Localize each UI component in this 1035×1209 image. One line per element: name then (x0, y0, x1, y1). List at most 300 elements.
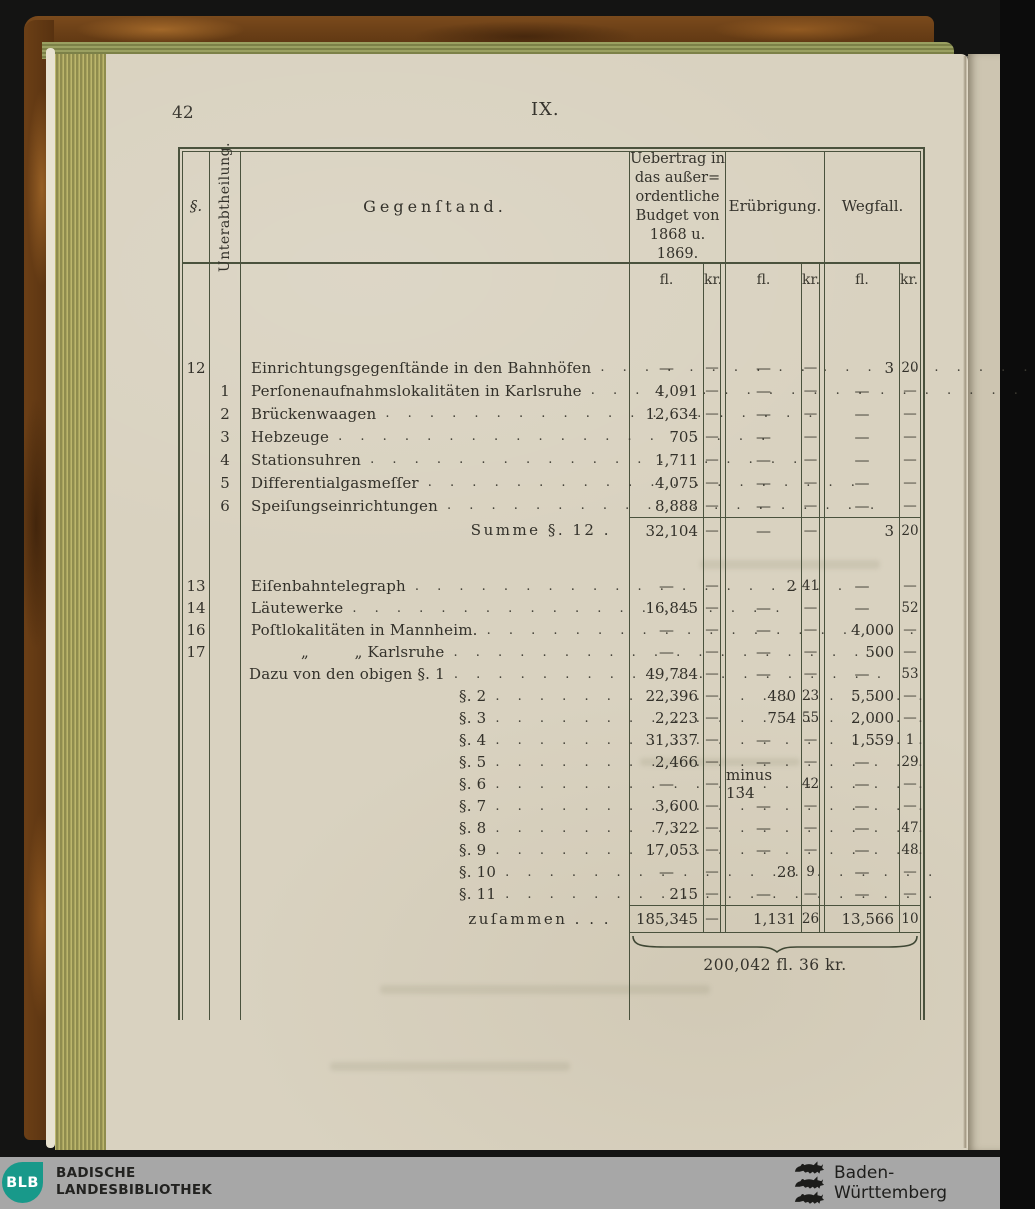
cell-paragraph: 14 (183, 597, 210, 619)
cell-eruebrigung-fl: 2 (726, 575, 802, 597)
cell-eruebrigung-fl: — (726, 663, 802, 685)
row-label: Einrichtungsgegenſtände in den Bahnhöfen (251, 358, 592, 377)
cell-uebertrag-fl: — (630, 861, 704, 883)
section-heading: IX. (531, 99, 560, 120)
cell-wegfall-kr: — (903, 474, 917, 491)
cell-subdivision (210, 861, 241, 883)
header-paragraph: §. (183, 152, 210, 262)
cell-eruebrigung-kr: — (803, 622, 818, 638)
cell-wegfall-kr: 53 (901, 666, 919, 682)
cell-uebertrag-kr: — (705, 405, 719, 422)
row-label: §. 5 (459, 753, 487, 771)
row-label: Dazu von den obigen §. 1 (249, 665, 445, 683)
cell-eruebrigung-kr (802, 543, 819, 575)
table-row (183, 641, 920, 663)
cell-eruebrigung-fl: — (726, 597, 802, 619)
cell-uebertrag-fl: 4,091 (630, 379, 704, 402)
cell-uebertrag-kr: — (705, 451, 719, 468)
cell-eruebrigung-kr: 26 (802, 905, 819, 933)
cell-eruebrigung-fl: — (726, 494, 802, 517)
table-row (183, 751, 920, 773)
cell-uebertrag-kr: — (705, 644, 719, 660)
cell-eruebrigung-kr: — (803, 600, 818, 616)
cell-object (241, 448, 630, 471)
cell-wegfall-fl: 13,566 (825, 905, 900, 933)
cell-uebertrag-fl: 31,337 (630, 729, 704, 751)
cell-subdivision (210, 517, 241, 543)
cell-object (241, 751, 630, 773)
table-row (183, 685, 920, 707)
cell-object (241, 905, 630, 933)
cell-subdivision (210, 685, 241, 707)
row-label: Perſonenaufnahmslokalitäten in Karlsruhe (251, 381, 582, 400)
unit-spacer (241, 264, 630, 296)
cell-paragraph (183, 448, 210, 471)
cell-wegfall-kr: — (903, 497, 917, 514)
cell-uebertrag-fl: — (630, 619, 704, 641)
table-row (183, 953, 920, 977)
table-row (183, 402, 920, 425)
cell-wegfall-kr: 20 (900, 517, 920, 543)
cell-paragraph (183, 977, 210, 1020)
state-branding (793, 1157, 1000, 1209)
cell-wegfall-kr: — (903, 622, 917, 638)
table-header-row (183, 141, 920, 273)
row-label: Differentialgasmeſſer (251, 473, 419, 492)
cell-subdivision: 6 (210, 494, 241, 517)
cell-subdivision (210, 296, 241, 356)
cell-object (241, 619, 630, 641)
cell-paragraph (183, 905, 210, 933)
table-row (183, 663, 920, 685)
cell-eruebrigung-kr: — (803, 497, 818, 514)
cell-wegfall-fl: 5,500 (825, 685, 900, 707)
cell-paragraph (183, 751, 210, 773)
cell-wegfall-fl: — (825, 402, 900, 425)
cell-eruebrigung-kr: — (803, 732, 818, 748)
cell-uebertrag-fl: 32,104 (630, 517, 704, 543)
library-name (56, 1165, 212, 1199)
cell-object (241, 597, 630, 619)
cell-uebertrag-fl: — (630, 356, 704, 379)
cell-uebertrag-kr: — (705, 688, 719, 704)
cell-wegfall-fl: — (825, 751, 900, 773)
cell-object (241, 356, 630, 379)
cell-uebertrag-kr: — (704, 905, 720, 933)
cell-object (241, 575, 630, 597)
cell-paragraph (183, 883, 210, 905)
row-label: Eiſenbahntelegraph (251, 577, 406, 595)
cell-object (241, 517, 630, 543)
cell-wegfall-fl: — (825, 597, 900, 619)
table-row (183, 379, 920, 402)
opposite-page-sliver (968, 54, 1000, 1150)
cell-wegfall-kr: — (903, 688, 917, 704)
cell-wegfall-fl: — (825, 839, 900, 861)
table-row (183, 448, 920, 471)
table-unit-row (183, 264, 920, 296)
state-name: Baden-Württemberg (834, 1163, 948, 1203)
cell-wegfall-kr: 20 (901, 359, 919, 376)
cell-paragraph (183, 707, 210, 729)
cell-wegfall-kr: 52 (901, 600, 919, 616)
unit-spacer (183, 264, 210, 296)
cell-uebertrag-kr: — (705, 754, 719, 770)
cell-wegfall-kr: — (903, 382, 917, 399)
cell-object (241, 663, 630, 685)
cell-wegfall-kr: — (903, 405, 917, 422)
cell-uebertrag-fl: 705 (630, 425, 704, 448)
brace-icon (631, 934, 919, 952)
cell-subdivision: 4 (210, 448, 241, 471)
cell-object (241, 471, 630, 494)
cell-uebertrag-kr: — (705, 820, 719, 836)
cell-uebertrag-fl: 7,322 (630, 817, 704, 839)
cell-uebertrag-fl: — (630, 773, 704, 795)
row-label: Hebzeuge (251, 427, 330, 446)
cell-eruebrigung-fl: 1,131 (726, 905, 802, 933)
cell-uebertrag-fl: 2,466 (630, 751, 704, 773)
cell-paragraph (183, 379, 210, 402)
cell-uebertrag-fl: 3,600 (630, 795, 704, 817)
cell-uebertrag-fl: 16,845 (630, 597, 704, 619)
cell-subdivision (210, 356, 241, 379)
header-object: Gegenſtand. (241, 152, 630, 262)
cell-paragraph (183, 861, 210, 883)
cell-eruebrigung-fl: 754 (726, 707, 802, 729)
cell-wegfall-kr: 10 (900, 905, 920, 933)
cell-subdivision (210, 839, 241, 861)
cell-wegfall-kr: — (903, 578, 917, 594)
header-uebertrag: Uebertrag in das außer= ordentliche Budget von 1868 u. 1869. (630, 150, 725, 263)
cell-wegfall-fl: — (825, 448, 900, 471)
cell-subdivision (210, 575, 241, 597)
cell-wegfall-fl: 3 (825, 356, 900, 379)
cell-uebertrag-kr: — (705, 578, 719, 594)
cell-paragraph (183, 953, 210, 977)
row-label: „ „ Karlsruhe (301, 643, 445, 661)
cell-uebertrag-kr: — (705, 842, 719, 858)
cell-wegfall-fl: 1,559 (825, 729, 900, 751)
table-row (183, 729, 920, 751)
cell-eruebrigung-fl: — (726, 619, 802, 641)
cell-subdivision (210, 953, 241, 977)
cell-wegfall-kr (900, 296, 920, 356)
cell-paragraph (183, 773, 210, 795)
row-label: Läutewerke (251, 599, 344, 617)
cell-eruebrigung-kr: — (803, 359, 818, 376)
row-label: Brückenwaagen (251, 404, 377, 423)
cell-eruebrigung-kr: 23 (801, 688, 820, 704)
cell-paragraph (183, 663, 210, 685)
cell-object (241, 707, 630, 729)
cell-object (241, 296, 630, 356)
header-eruebrigung: Erübrigung. (726, 152, 825, 262)
cell-eruebrigung-fl: — (726, 517, 802, 543)
cell-object (241, 379, 630, 402)
sum-label: Summe §. 12 . (470, 521, 611, 539)
cell-uebertrag-kr: — (705, 776, 719, 792)
cell-eruebrigung-kr: — (802, 517, 819, 543)
table-row (183, 905, 920, 933)
row-label: §. 6 (459, 775, 487, 793)
cell-object (241, 773, 630, 795)
cell-wegfall-fl: — (825, 471, 900, 494)
table-tail (630, 977, 920, 1020)
cell-object (241, 494, 630, 517)
table-row (183, 861, 920, 883)
cell-wegfall-fl: — (825, 817, 900, 839)
table-row (183, 795, 920, 817)
cell-uebertrag-fl (630, 296, 704, 356)
cell-wegfall-fl: — (825, 663, 900, 685)
row-label: §. 10 (459, 863, 497, 881)
cell-uebertrag-kr: — (705, 474, 719, 491)
cell-wegfall-kr: 1 (905, 732, 915, 748)
cell-paragraph (183, 933, 210, 953)
table-row (183, 425, 920, 448)
cell-wegfall-fl: 2,000 (825, 707, 900, 729)
cell-subdivision: 1 (210, 379, 241, 402)
cell-uebertrag-fl: — (630, 575, 704, 597)
cell-uebertrag-kr: — (705, 359, 719, 376)
cell-object (241, 425, 630, 448)
cell-paragraph (183, 543, 210, 575)
row-label: §. 4 (459, 731, 487, 749)
cell-wegfall-fl: 3 (825, 517, 900, 543)
cell-subdivision (210, 773, 241, 795)
cell-paragraph: 12 (183, 356, 210, 379)
cell-eruebrigung-fl: — (726, 425, 802, 448)
table-row (183, 619, 920, 641)
cell-eruebrigung-kr: — (803, 428, 818, 445)
cell-eruebrigung-kr: — (803, 798, 818, 814)
cell-eruebrigung-kr: — (803, 451, 818, 468)
cell-eruebrigung-kr: — (803, 666, 818, 682)
budget-table (178, 141, 925, 1020)
cell-eruebrigung-fl: — (726, 839, 802, 861)
cell-eruebrigung-fl: — (726, 795, 802, 817)
cell-eruebrigung-fl: minus 134 (726, 773, 802, 795)
cell-paragraph (183, 471, 210, 494)
library-name-line2: LANDESBIBLIOTHEK (56, 1182, 213, 1198)
table-body (183, 296, 920, 1020)
cell-paragraph (183, 494, 210, 517)
cell-paragraph: 16 (183, 619, 210, 641)
cell-eruebrigung-kr: — (803, 382, 818, 399)
cell-subdivision: 5 (210, 471, 241, 494)
cell-uebertrag-fl: 1,711 (630, 448, 704, 471)
coat-of-arms-icon (793, 1160, 825, 1206)
cell-uebertrag-kr: — (705, 600, 719, 616)
cell-wegfall-fl: — (825, 773, 900, 795)
blb-logo: BLB (2, 1162, 43, 1203)
row-label: §. 8 (459, 819, 487, 837)
cell-subdivision (210, 977, 241, 1020)
table-row (183, 543, 920, 575)
cell-object (241, 953, 630, 977)
cell-uebertrag-fl: 17,053 (630, 839, 704, 861)
cell-uebertrag-kr: — (705, 864, 719, 880)
row-label: §. 7 (459, 797, 487, 815)
cell-paragraph (183, 685, 210, 707)
cell-wegfall-kr: — (903, 428, 917, 445)
table-row (183, 817, 920, 839)
cell-object (241, 641, 630, 663)
cell-object (241, 543, 630, 575)
cell-wegfall-kr: — (903, 886, 917, 902)
cell-eruebrigung-fl: — (726, 729, 802, 751)
cell-eruebrigung-kr: — (803, 474, 818, 491)
cell-object (241, 839, 630, 861)
cell-object (241, 795, 630, 817)
cell-uebertrag-fl: 215 (630, 883, 704, 905)
cell-uebertrag-kr (704, 296, 720, 356)
row-label: §. 11 (459, 885, 497, 903)
cell-paragraph (183, 729, 210, 751)
header-wegfall: Wegfall. (841, 197, 904, 216)
cell-wegfall-fl: 500 (825, 641, 900, 663)
row-label: §. 2 (459, 687, 487, 705)
cell-uebertrag-fl: 8,888 (630, 494, 704, 517)
cell-eruebrigung-fl: — (726, 817, 802, 839)
cell-uebertrag-fl (630, 543, 704, 575)
page-stack-highlight (46, 48, 55, 1148)
page-stack-fore-edge (55, 54, 106, 1150)
row-label: Poſtlokalitäten in Mannheim. (251, 621, 478, 639)
cell-paragraph (183, 517, 210, 543)
cell-paragraph: 17 (183, 641, 210, 663)
cell-wegfall-kr: — (903, 864, 917, 880)
table-row (183, 517, 920, 543)
cell-subdivision (210, 619, 241, 641)
cell-wegfall-fl: — (825, 425, 900, 448)
cell-uebertrag-kr: — (705, 428, 719, 445)
cell-subdivision (210, 543, 241, 575)
cell-eruebrigung-fl (726, 543, 802, 575)
cell-wegfall-fl: — (825, 494, 900, 517)
cell-subdivision (210, 729, 241, 751)
cell-uebertrag-kr: — (705, 622, 719, 638)
row-label: Speiſungseinrichtungen (251, 496, 438, 515)
cell-wegfall-kr: 47 (901, 820, 919, 836)
cell-object (241, 861, 630, 883)
unit-fl-eruebrigung: fl. (726, 264, 802, 296)
cell-eruebrigung-kr: 55 (801, 710, 820, 726)
cell-wegfall-kr: 48 (901, 842, 919, 858)
cell-object (241, 402, 630, 425)
total-brace (630, 933, 920, 953)
cell-eruebrigung-kr: — (803, 842, 818, 858)
cell-eruebrigung-fl: — (726, 402, 802, 425)
cell-eruebrigung-fl: — (726, 448, 802, 471)
cell-wegfall-kr: — (903, 451, 917, 468)
cell-subdivision (210, 883, 241, 905)
header-subdivision: Unterabtheilung. (210, 152, 241, 262)
cell-uebertrag-kr: — (705, 497, 719, 514)
cell-uebertrag-kr: — (705, 666, 719, 682)
cell-paragraph (183, 839, 210, 861)
table-row (183, 766, 920, 802)
table-row (183, 883, 920, 905)
cell-eruebrigung-fl: — (726, 471, 802, 494)
cell-wegfall-kr: — (903, 798, 917, 814)
cell-wegfall-fl (825, 543, 900, 575)
cell-eruebrigung-fl: 28 (726, 861, 802, 883)
cell-eruebrigung-kr: — (803, 754, 818, 770)
cell-wegfall-fl: — (825, 379, 900, 402)
cell-eruebrigung-kr: — (803, 886, 818, 902)
unit-kr-uebertrag: kr. (704, 272, 723, 288)
cell-object (241, 933, 630, 953)
cell-uebertrag-fl: 4,075 (630, 471, 704, 494)
cell-paragraph (183, 817, 210, 839)
cell-uebertrag-fl: 49,784 (630, 663, 704, 685)
unit-fl-uebertrag: fl. (630, 264, 704, 296)
cell-subdivision (210, 597, 241, 619)
cell-uebertrag-kr: — (705, 798, 719, 814)
cell-wegfall-fl: 4,000 (825, 619, 900, 641)
cell-wegfall-kr: — (903, 710, 917, 726)
unit-fl-wegfall: fl. (825, 264, 900, 296)
cell-subdivision (210, 905, 241, 933)
cell-object (241, 729, 630, 751)
cell-subdivision (210, 641, 241, 663)
cell-subdivision (210, 707, 241, 729)
cell-subdivision (210, 933, 241, 953)
library-footer-bar (0, 1157, 1000, 1209)
cell-eruebrigung-fl: 480 (726, 685, 802, 707)
cell-subdivision: 3 (210, 425, 241, 448)
row-label: §. 9 (459, 841, 487, 859)
cell-eruebrigung-kr: — (803, 405, 818, 422)
cell-eruebrigung-kr: — (803, 644, 818, 660)
cell-eruebrigung-fl: — (726, 641, 802, 663)
cell-eruebrigung-fl: — (726, 883, 802, 905)
cell-uebertrag-kr: — (705, 382, 719, 399)
unit-kr-wegfall: kr. (900, 272, 919, 288)
cell-uebertrag-kr: — (705, 710, 719, 726)
cell-eruebrigung-kr: 41 (801, 578, 820, 594)
cell-uebertrag-kr: — (704, 517, 720, 543)
cell-wegfall-fl: — (825, 575, 900, 597)
cell-wegfall-kr: 29 (901, 754, 919, 770)
table-row (183, 296, 920, 356)
table-row (183, 977, 920, 1020)
bleedthrough-smudge (330, 1062, 570, 1071)
cell-subdivision: 2 (210, 402, 241, 425)
grand-total: 200,042 fl. 36 kr. (703, 956, 847, 974)
cell-object (241, 883, 630, 905)
cell-uebertrag-fl: 12,634 (630, 402, 704, 425)
table-row (183, 494, 920, 517)
cell-uebertrag-kr (704, 543, 720, 575)
cell-wegfall-fl: — (825, 883, 900, 905)
table-row (183, 356, 920, 379)
library-name-line1: BADISCHE (56, 1165, 136, 1181)
cell-uebertrag-fl: — (630, 641, 704, 663)
budget-table-inner (182, 141, 921, 1020)
unit-kr-eruebrigung: kr. (802, 272, 821, 288)
cell-eruebrigung-kr: 9 (806, 864, 815, 880)
table-row (183, 839, 920, 861)
cell-wegfall-kr: — (903, 644, 917, 660)
cell-wegfall-kr: — (903, 776, 917, 792)
cell-object (241, 817, 630, 839)
cell-wegfall-fl: — (825, 795, 900, 817)
table-row (183, 471, 920, 494)
row-label: §. 3 (459, 709, 487, 727)
